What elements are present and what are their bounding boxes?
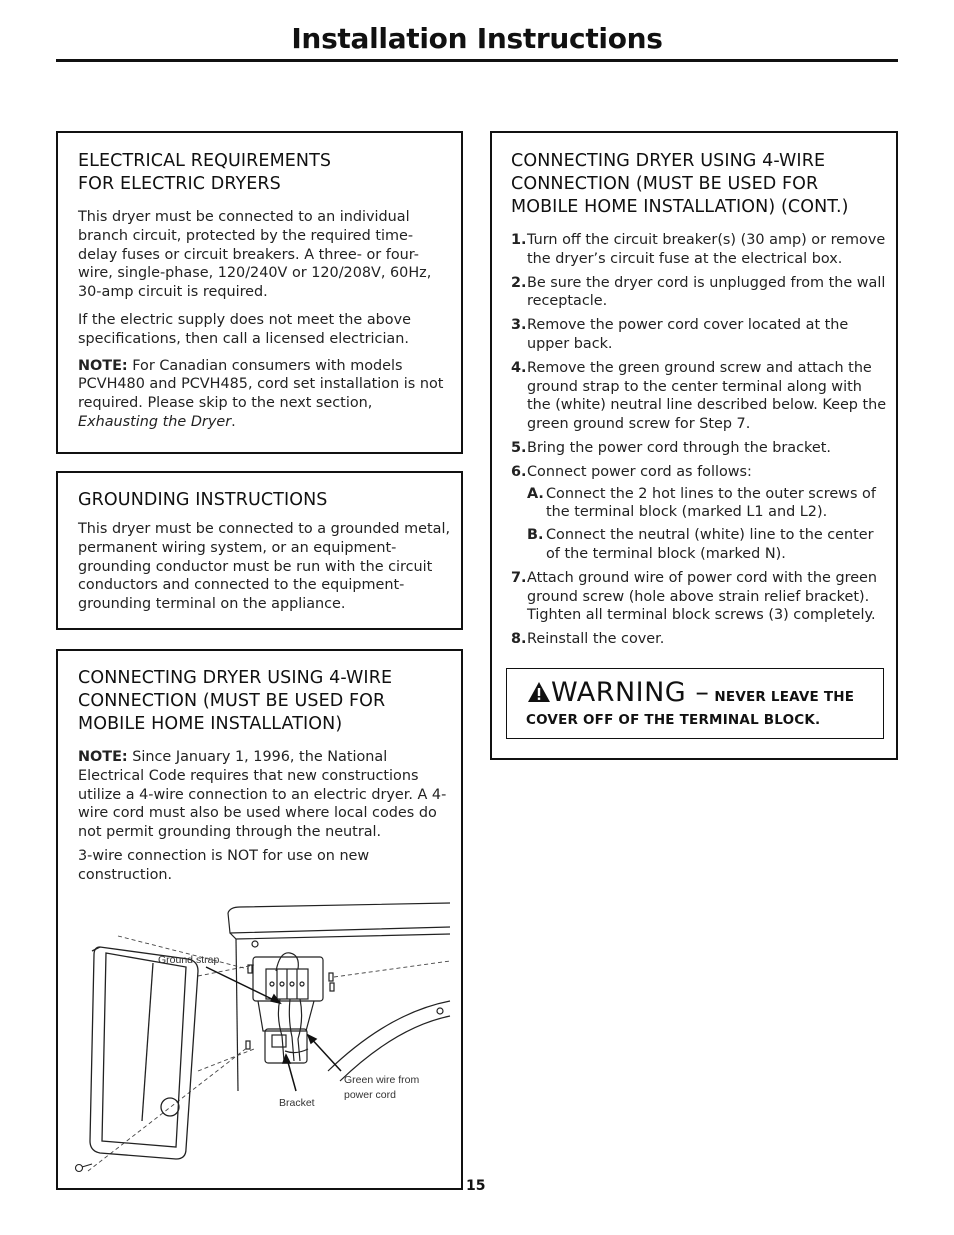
four-wire-cont-heading-line1: CONNECTING DRYER USING 4-WIRE — [511, 151, 826, 171]
title-divider — [56, 59, 898, 62]
warning-triangle-icon — [527, 681, 551, 703]
substep-number: A. — [527, 485, 544, 502]
step-item — [511, 359, 888, 434]
electrical-paragraph-1: This dryer must be connected to an individual branch circuit, protected by the required time-delay fuses or circuit breakers. A three- or four-wire, single-phase, 120/240V or 120/208V, 60Hz, 30-amp circuit is required. — [78, 209, 432, 301]
step-text: Reinstall the cover. — [527, 631, 665, 648]
electrical-requirements-section — [56, 131, 463, 454]
step-text: Remove the power cord cover located at the upper back. — [527, 317, 849, 352]
warning-text-line1: NEVER LEAVE THE — [714, 689, 855, 705]
four-wire-cont-heading — [511, 150, 888, 219]
step-item — [511, 630, 888, 649]
warning-text-line2: COVER OFF OF THE TERMINAL BLOCK. — [526, 712, 821, 728]
label-green-wire-line2: power cord — [344, 1089, 396, 1101]
step-text: Connect power cord as follows: — [527, 463, 752, 480]
step-number: 7. — [511, 569, 527, 586]
four-wire-heading-line3: MOBILE HOME INSTALLATION) — [78, 714, 343, 734]
grounding-heading: GROUNDING INSTRUCTIONS — [78, 490, 328, 510]
four-wire-continued-section — [490, 131, 898, 760]
step-number: 3. — [511, 317, 527, 334]
step-item — [511, 316, 888, 354]
page-number: 15 — [466, 1178, 486, 1194]
substep-text: Connect the 2 hot lines to the outer screws of the terminal block (marked L1 and L2). — [546, 485, 876, 521]
warning-line1 — [527, 677, 854, 708]
four-wire-paragraph-2: 3-wire connection is NOT for use on new construction. — [78, 847, 370, 883]
four-wire-section — [56, 649, 463, 1190]
four-wire-cont-heading-line3: MOBILE HOME INSTALLATION) (CONT.) — [511, 197, 849, 217]
step-number: 5. — [511, 439, 527, 456]
grounding-section — [56, 471, 463, 630]
substep-number: B. — [527, 527, 544, 544]
label-ground-strap: Ground strap — [158, 954, 220, 966]
step-item — [511, 274, 888, 312]
step-item — [511, 439, 888, 458]
four-wire-cont-heading-line2: CONNECTION (MUST BE USED FOR — [511, 174, 819, 194]
power-cord-diagram — [58, 651, 460, 1187]
four-wire-heading-line2: CONNECTION (MUST BE USED FOR — [78, 691, 386, 711]
step-number: 8. — [511, 631, 527, 648]
electrical-heading — [78, 150, 451, 196]
note-section-reference: Exhausting the Dryer — [78, 413, 232, 430]
electrical-note — [78, 357, 451, 432]
electrical-heading-line1: ELECTRICAL REQUIREMENTS — [78, 151, 332, 171]
note-end: . — [231, 413, 236, 430]
step-text: Remove the green ground screw and attach the ground strap to the center terminal along with the (white) neutral line described below. Keep the green ground screw for Step 7. — [527, 359, 887, 433]
step-text: Bring the power cord through the bracket. — [527, 439, 831, 456]
step-number: 2. — [511, 274, 527, 291]
step-text: Be sure the dryer cord is unplugged from the wall receptacle. — [527, 274, 886, 310]
step-number: 4. — [511, 359, 527, 376]
note-label: NOTE: — [78, 749, 128, 765]
page-title: Installation Instructions — [291, 22, 663, 55]
note-label: NOTE: — [78, 357, 128, 374]
four-wire-heading-line1: CONNECTING DRYER USING 4-WIRE — [78, 668, 393, 688]
warning-box — [506, 668, 884, 739]
installation-steps — [511, 231, 888, 649]
step-number: 1. — [511, 232, 527, 248]
step-item — [511, 569, 888, 625]
label-bracket: Bracket — [279, 1097, 315, 1109]
substep-item — [527, 485, 888, 523]
electrical-paragraph-2: If the electric supply does not meet the above specifications, then call a licensed electrician. — [78, 311, 411, 347]
substeps — [527, 485, 888, 564]
note-text: Since January 1, 1996, the National Electrical Code requires that new constructions utilize a 4-wire connection to an electric dryer. A 4-wire cord must also be used where local codes do not permit grounding through the neutral. — [78, 749, 447, 841]
grounding-paragraph: This dryer must be connected to a grounded metal, permanent wiring system, or an equipment-grounding conductor must be run with the circuit conductors and connected to the equipment-grounding terminal on the appliance. — [78, 521, 451, 613]
step-text: Attach ground wire of power cord with the green ground screw (hole above strain relief bracket). Tighten all terminal block screws (3) completely. — [527, 569, 878, 624]
note-text: For Canadian consumers with models PCVH480 and PCVH485, cord set installation is not required. Please skip to the next section, — [78, 357, 444, 412]
step-text: Turn off the circuit breaker(s) (30 amp) or remove the dryer’s circuit fuse at the electrical box. — [527, 232, 886, 267]
step-item — [511, 463, 888, 564]
substep-item — [527, 526, 888, 564]
electrical-heading-line2: FOR ELECTRIC DRYERS — [78, 174, 281, 194]
warning-word: WARNING – — [551, 677, 710, 708]
step-item — [511, 231, 888, 269]
step-number: 6. — [511, 463, 527, 480]
substep-text: Connect the neutral (white) line to the center of the terminal block (marked N). — [546, 527, 874, 562]
label-green-wire-line1: Green wire from — [344, 1074, 420, 1086]
